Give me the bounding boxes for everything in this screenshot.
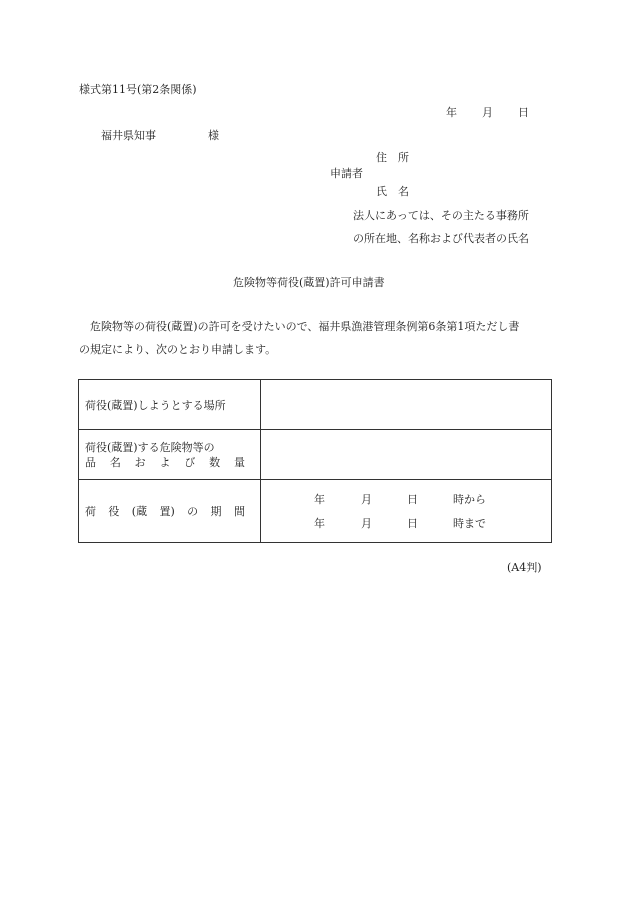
goods-field[interactable] (261, 430, 552, 480)
goods-char: 量 (233, 455, 245, 469)
period-char: 荷 (85, 505, 96, 518)
period-char: (蔵 (131, 505, 148, 518)
application-table (78, 379, 552, 543)
location-field[interactable] (261, 380, 552, 430)
period-to-time: 時まで (453, 517, 486, 530)
paper-size-note: (A4判) (507, 561, 542, 574)
goods-char: 品 (85, 455, 96, 469)
addressee-honorific: 様 (208, 129, 219, 142)
period-field[interactable] (261, 480, 552, 543)
table-row (79, 430, 552, 480)
goods-char: び (184, 455, 196, 469)
document-title: 危険物等荷役(蔵置)許可申請書 (233, 276, 385, 289)
table-row (79, 480, 552, 543)
period-to-day: 日 (407, 517, 418, 530)
period-from-time: 時から (453, 493, 486, 506)
period-label-text (85, 503, 245, 519)
period-to-year: 年 (314, 517, 325, 530)
period-label (79, 480, 261, 543)
address-label: 住 所 (376, 151, 409, 164)
period-char: 置) (159, 505, 175, 518)
period-char: の (187, 505, 199, 518)
goods-label-line1: 荷役(蔵置)する危険物等の (85, 440, 215, 454)
applicant-label: 申請者 (330, 167, 363, 180)
goods-label-line2 (85, 455, 245, 470)
period-from-line (314, 491, 514, 507)
date-month: 月 (482, 106, 493, 119)
period-char: 期 (210, 505, 222, 518)
goods-label (79, 430, 261, 480)
corporate-note-line1: 法人にあっては、その主たる事務所 (353, 209, 529, 222)
date-year: 年 (446, 106, 457, 119)
period-from-day: 日 (407, 493, 418, 506)
goods-char: 数 (209, 455, 221, 469)
goods-char: よ (159, 455, 171, 469)
period-char: 間 (233, 505, 245, 518)
period-from-year: 年 (314, 493, 325, 506)
period-to-line (314, 515, 514, 531)
period-char: 役 (108, 505, 120, 518)
goods-char: 名 (109, 455, 121, 469)
body-line1: 危険物等の荷役(蔵置)の許可を受けたいので、福井県漁港管理条例第6条第1項ただし書 (90, 320, 520, 333)
goods-char: お (134, 455, 146, 469)
name-label: 氏 名 (376, 185, 409, 198)
corporate-note-line2: の所在地、名称および代表者の氏名 (353, 232, 529, 245)
period-to-month: 月 (361, 517, 372, 530)
addressee-name: 福井県知事 (101, 129, 156, 142)
period-from-month: 月 (361, 493, 372, 506)
location-label-text: 荷役(蔵置)しようとする場所 (85, 398, 226, 412)
date-day: 日 (518, 106, 529, 119)
body-line2: の規定により、次のとおり申請します。 (79, 343, 277, 356)
table-row (79, 380, 552, 430)
form-number: 様式第11号(第2条関係) (79, 83, 197, 96)
location-label (79, 380, 261, 430)
